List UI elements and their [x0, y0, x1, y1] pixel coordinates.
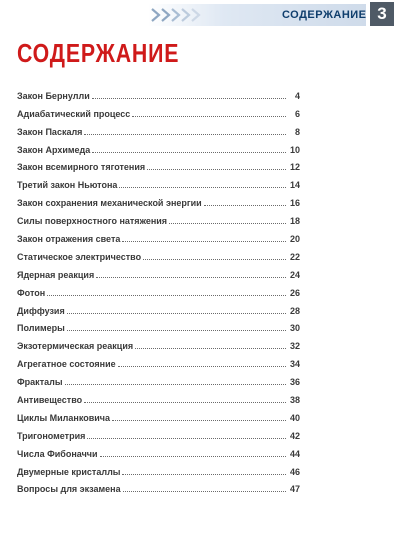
toc-entry[interactable]	[17, 172, 300, 190]
toc-dot-leader	[132, 116, 286, 117]
page-number-badge: 3	[370, 2, 394, 26]
toc-entry[interactable]	[17, 226, 300, 244]
toc-entry-page: 16	[289, 198, 300, 209]
toc-entry[interactable]	[17, 459, 300, 477]
toc-dot-leader	[118, 366, 286, 367]
toc-dot-leader	[135, 348, 286, 349]
toc-entry[interactable]	[17, 477, 300, 495]
toc-entry-title: Закон Бернулли	[17, 90, 90, 101]
toc-entry-page: 38	[289, 395, 300, 406]
toc-dot-leader	[169, 223, 286, 224]
toc-entry[interactable]	[17, 369, 300, 387]
toc-entry-title: Диффузия	[17, 305, 65, 316]
toc-entry-page: 14	[289, 180, 300, 191]
toc-entry-page: 6	[294, 108, 300, 119]
toc-entry-title: Числа Фибоначчи	[17, 448, 98, 459]
toc-dot-leader	[119, 187, 286, 188]
toc-dot-leader	[112, 420, 286, 421]
toc-dot-leader	[47, 295, 286, 296]
toc-entry-title: Фотон	[17, 287, 46, 298]
running-header-title: СОДЕРЖАНИЕ	[282, 9, 367, 21]
toc-entry-title: Антивещество	[17, 395, 83, 406]
toc-entry-title: Закон сохранения механической энергии	[17, 198, 202, 209]
toc-entry-title: Циклы Миланковича	[17, 412, 110, 423]
toc-entry-page: 24	[289, 269, 300, 280]
toc-dot-leader	[147, 169, 286, 170]
toc-entry-title: Закон Паскаля	[17, 126, 83, 137]
toc-entry-title: Третий закон Ньютона	[17, 180, 118, 191]
toc-entry-title: Закон Архимеда	[17, 144, 91, 155]
toc-entry[interactable]	[17, 101, 300, 119]
toc-entry-title: Фракталы	[17, 377, 63, 388]
toc-dot-leader	[84, 402, 286, 403]
toc-entry[interactable]	[17, 155, 300, 173]
toc-entry-title: Тригонометрия	[17, 430, 86, 441]
toc-entry-title: Силы поверхностного натяжения	[17, 216, 168, 227]
toc-entry[interactable]	[17, 316, 300, 334]
toc-dot-leader	[84, 134, 286, 135]
toc-dot-leader	[67, 313, 286, 314]
toc-entry-page: 36	[289, 377, 300, 388]
toc-entry[interactable]	[17, 441, 300, 459]
toc-entry-page: 42	[289, 430, 300, 441]
toc-entry-page: 44	[289, 448, 300, 459]
toc-entry[interactable]	[17, 83, 300, 101]
toc-entry-page: 20	[289, 234, 300, 245]
toc-dot-leader	[122, 474, 286, 475]
toc-entry[interactable]	[17, 280, 300, 298]
toc-entry-page: 40	[289, 412, 300, 423]
toc-entry-title: Закон отражения света	[17, 234, 121, 245]
toc-entry[interactable]	[17, 298, 300, 316]
toc-entry-page: 4	[294, 90, 300, 101]
page-title: СОДЕРЖАНИЕ	[17, 38, 180, 68]
toc-entry-page: 32	[289, 341, 300, 352]
toc-dot-leader	[92, 152, 286, 153]
toc-entry[interactable]	[17, 405, 300, 423]
table-of-contents	[17, 83, 300, 494]
toc-dot-leader	[65, 384, 286, 385]
toc-entry[interactable]	[17, 351, 300, 369]
toc-entry-page: 10	[289, 144, 300, 155]
toc-dot-leader	[92, 98, 286, 99]
toc-entry[interactable]	[17, 423, 300, 441]
toc-dot-leader	[123, 491, 286, 492]
toc-entry[interactable]	[17, 262, 300, 280]
toc-entry-title: Статическое электричество	[17, 251, 142, 262]
toc-dot-leader	[204, 205, 286, 206]
toc-entry-page: 26	[289, 287, 300, 298]
toc-entry-page: 22	[289, 251, 300, 262]
toc-entry-title: Ядерная реакция	[17, 269, 95, 280]
toc-entry-title: Закон всемирного тяготения	[17, 162, 146, 173]
toc-entry-page: 47	[289, 484, 300, 495]
toc-entry-page: 46	[289, 466, 300, 477]
toc-entry-page: 30	[289, 323, 300, 334]
toc-entry[interactable]	[17, 333, 300, 351]
toc-entry-title: Вопросы для экзамена	[17, 484, 121, 495]
toc-entry[interactable]	[17, 208, 300, 226]
toc-entry-page: 12	[289, 162, 300, 173]
toc-entry-title: Экзотермическая реакция	[17, 341, 134, 352]
toc-dot-leader	[96, 277, 286, 278]
toc-dot-leader	[67, 330, 286, 331]
toc-entry-page: 18	[289, 216, 300, 227]
toc-entry-page: 28	[289, 305, 300, 316]
toc-entry-title: Полимеры	[17, 323, 65, 334]
toc-entry[interactable]	[17, 119, 300, 137]
toc-entry-title: Агрегатное состояние	[17, 359, 116, 370]
toc-entry-title: Адиабатический процесс	[17, 108, 131, 119]
toc-entry-page: 34	[289, 359, 300, 370]
toc-entry[interactable]	[17, 137, 300, 155]
toc-dot-leader	[143, 259, 286, 260]
chevron-arrows-icon	[150, 7, 206, 23]
toc-dot-leader	[122, 241, 286, 242]
toc-dot-leader	[100, 456, 286, 457]
toc-entry-title: Двумерные кристаллы	[17, 466, 121, 477]
toc-entry[interactable]	[17, 190, 300, 208]
toc-entry-page: 8	[294, 126, 300, 137]
toc-entry[interactable]	[17, 244, 300, 262]
toc-dot-leader	[87, 438, 286, 439]
toc-entry[interactable]	[17, 387, 300, 405]
